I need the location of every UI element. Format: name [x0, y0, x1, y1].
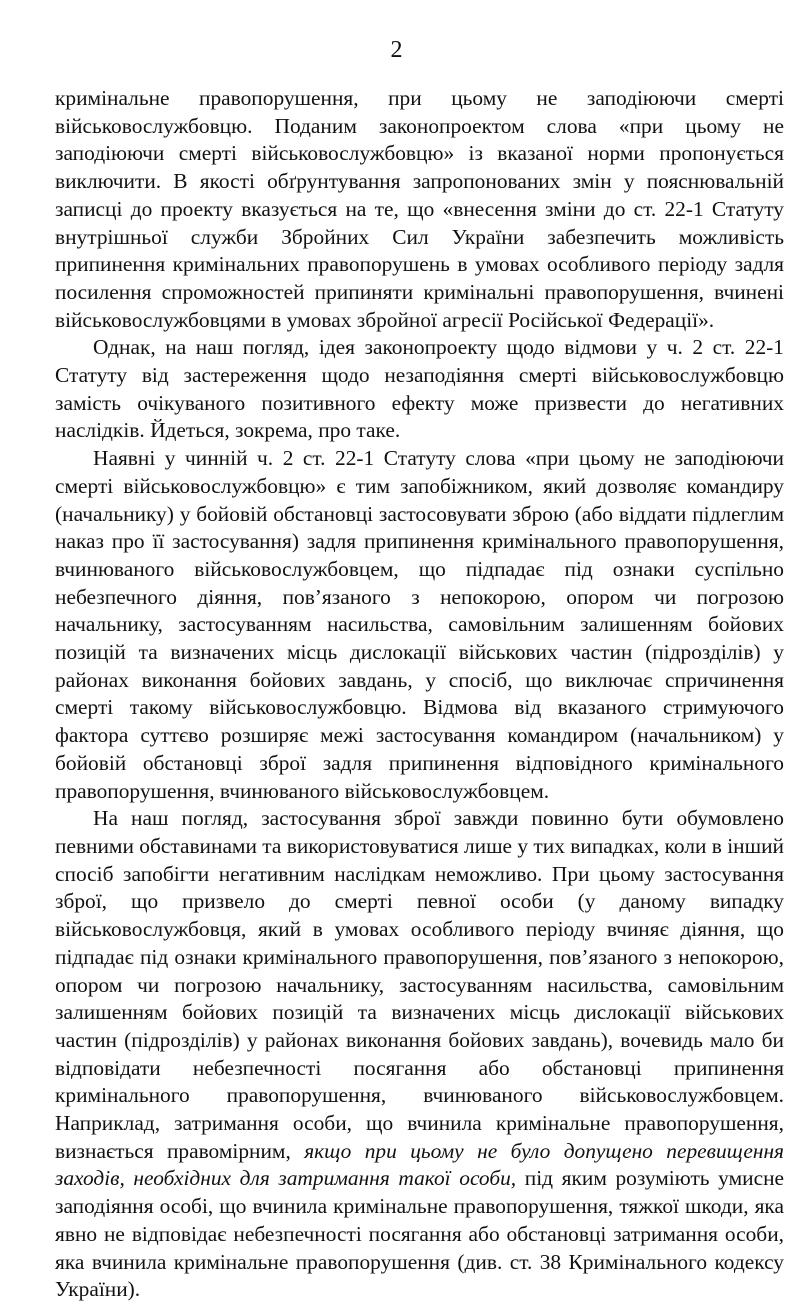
document-body: [55, 85, 784, 1304]
paragraph-4: [55, 805, 784, 1304]
paragraph-4-text-after: під яким розуміють умисне заподіяння особі, що вчинила кримінальне правопорушення, тяжкої шкоди, яка явно не відповідає небезпечності посягання або обстановці затримання особи, яка вчинила кримінальне правопорушення (див. ст. 38 Кримінального кодексу України).: [55, 1166, 785, 1302]
page-number: 2: [390, 37, 403, 63]
paragraph-1: кримінальне правопорушення, при цьому не заподіюючи смерті військовослужбовцю. Поданим законопроектом слова «при цьому не заподіюючи смерті військовослужбовцю» із вказаної норми пропонується виключити. В якості обґрунтування запропонованих змін у пояснювальній записці до проекту вказується на те, що «внесення зміни до ст. 22-1 Статуту внутрішньої служби Збройних Сил України забезпечить можливість припинення кримінальних правопорушень в умовах особливого періоду задля посилення спроможностей припиняти кримінальні правопорушення, вчинені військовослужбовцями в умовах збройної агресії Російської Федерації».: [55, 86, 784, 332]
paragraph-4-text-before: На наш погляд, застосування зброї завжди повинно бути обумовлено певними обставинами та використовуватися лише у тих випадках, коли в інший спосіб запобігти негативним наслідкам неможливо. При цьому застосування зброї, що призвело до смерті певної особи (у даному випадку військовослужбовця, який в умовах особливого періоду вчиняє діяння, що підпадає під ознаки кримінального правопорушення, пов’язаного з непокорою, опором чи погрозою начальнику, застосуванням насильства, самовільним залишенням бойових позицій та визначених місць дислокації військових частин (підрозділів) у районах виконання бойових завдань), вочевидь мало би відповідати небезпечності посягання або обстановці припинення кримінального правопорушення, вчинюваного військовослужбовцем. Наприклад, затримання особи, що вчинила кримінальне правопорушення, визнається правомірним,: [55, 806, 784, 1163]
paragraph-3: Наявні у чинній ч. 2 ст. 22-1 Статуту слова «при цьому не заподіюючи смерті військовослужбовцю» є тим запобіжником, який дозволяє командиру (начальнику) у бойовій обстановці застосовувати зброю (або віддати підлеглим наказ про її застосування) задля припинення кримінального правопорушення, вчинюваного військовослужбовцем, що підпадає під ознаки суспільно небезпечного діяння, пов’язаного з непокорою, опором чи погрозою начальнику, застосуванням насильства, самовільним залишенням бойових позицій та визначених місць дислокації військових частин (підрозділів) у районах виконання бойових завдань, у спосіб, що виключає спричинення смерті такому військовослужбовцю. Відмова від вказаного стримуючого фактора суттєво розширяє межі застосування командиром (начальником) у бойовій обстановці зброї задля припинення відповідного кримінального правопорушення, вчинюваного військовослужбовцем.: [55, 446, 784, 803]
paragraph-2: Однак, на наш погляд, ідея законопроекту щодо відмови у ч. 2 ст. 22-1 Статуту від застереження щодо незаподіяння смерті військовослужбовцю замість очікуваного позитивного ефекту може призвести до негативних наслідків. Йдеться, зокрема, про таке.: [55, 335, 784, 443]
paragraph-4-italic-text: якщо при цьому не було допущено перевищення заходів, необхідних для затримання такої особи,: [55, 1138, 784, 1191]
